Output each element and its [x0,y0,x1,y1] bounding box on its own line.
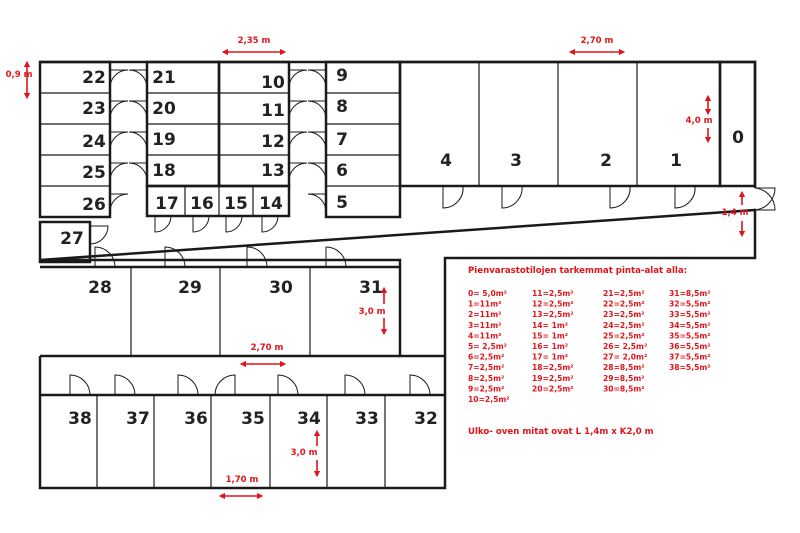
unit-30-label: 30 [269,278,293,298]
area-entry: 11=2,5m² [532,289,574,298]
area-entry: 6=2,5m² [468,352,505,362]
area-entry: 13=2,5m² [532,310,574,320]
unit-31-label: 31 [359,278,383,298]
unit-28-label: 28 [88,278,112,298]
area-entry: 21=2,5m² [603,289,645,298]
unit-2-label: 2 [600,151,612,171]
unit-32-label: 32 [414,409,438,429]
unit-35-label: 35 [241,409,265,429]
unit-1-label: 1 [670,151,682,171]
area-entry: 26= 2,5m² [603,342,648,351]
unit-0-label: 0 [732,128,744,148]
area-entry: 19=2,5m² [532,373,574,383]
unit-8-label: 8 [336,97,348,117]
unit-16-label: 16 [190,194,214,214]
unit-9-label: 9 [336,66,348,86]
dim-unit31-depth: 3,0 m [358,307,386,317]
area-entry: 7=2,5m² [468,363,505,373]
unit-21-label: 21 [152,68,176,88]
unit-27-label: 27 [60,229,84,249]
area-entry: 1=11m² [468,299,502,309]
unit-4-label: 4 [440,151,452,171]
dim-middle-width: 2,70 m [250,343,284,353]
area-entry: 38=5,5m² [669,363,711,373]
unit-12-label: 12 [261,132,285,152]
unit-6-label: 6 [336,161,348,181]
area-entry: 14= 1m² [532,320,569,330]
dim-top-left: 2,35 m [237,36,271,46]
area-entry: 17= 1m² [532,352,569,362]
unit-23-label: 23 [82,99,106,119]
dim-door-width: 1,4 m [721,208,749,218]
area-entry: 22=2,5m² [603,299,645,309]
unit-20-label: 20 [152,99,176,119]
area-info-columns [468,289,711,404]
unit-25-label: 25 [82,163,106,183]
unit-18-label: 18 [152,161,176,181]
area-entry: 34=5,5m² [669,320,711,330]
unit-14-label: 14 [259,194,283,214]
unit-22-label: 22 [82,68,106,88]
unit-11-label: 11 [261,101,285,121]
area-entry: 29=8,5m² [603,373,645,383]
area-entry: 16= 1m² [532,342,569,351]
area-entry: 31=8,5m² [669,289,711,298]
unit-19-label: 19 [152,130,176,150]
area-info-heading: Pienvarastotilojen tarkemmat pinta-alat alla: [468,266,688,276]
area-entry: 0= 5,0m² [468,289,507,298]
area-entry: 32=5,5m² [669,299,711,309]
area-entry: 27= 2,0m² [603,352,648,362]
area-entry: 30=8,5m² [603,384,645,394]
unit-15-label: 15 [224,194,248,214]
area-entry: 3=11m² [468,320,502,330]
area-entry: 8=2,5m² [468,373,505,383]
area-entry: 18=2,5m² [532,363,574,373]
dim-top-right: 2,70 m [580,36,614,46]
unit-3-label: 3 [510,151,522,171]
dim-unit1-depth: 4,0 m [685,116,713,126]
area-entry: 5= 2,5m² [468,342,507,351]
unit-34-label: 34 [297,409,321,429]
unit-10-label: 10 [261,73,285,93]
door-note: Ulko- oven mitat ovat L 1,4m x K2,0 m [468,427,654,437]
unit-13-label: 13 [261,161,285,181]
area-entry: 4=11m² [468,331,502,341]
area-entry: 25=2,5m² [603,331,645,341]
dim-left-height: 0,9 m [5,70,33,80]
unit-37-label: 37 [126,409,150,429]
unit-17-label: 17 [155,194,179,214]
unit-33-label: 33 [355,409,379,429]
area-entry: 23=2,5m² [603,310,645,320]
area-entry: 2=11m² [468,310,502,320]
area-entry: 12=2,5m² [532,299,574,309]
area-entry: 37=5,5m² [669,352,711,362]
area-info [468,266,711,437]
area-entry: 28=8,5m² [603,363,645,373]
dim-bottom-width: 1,70 m [225,475,259,485]
unit-36-label: 36 [184,409,208,429]
area-entry: 9=2,5m² [468,384,505,394]
unit-38-label: 38 [68,409,92,429]
area-entry: 15= 1m² [532,331,569,341]
unit-7-label: 7 [336,130,348,150]
unit-24-label: 24 [82,132,106,152]
area-entry: 33=5,5m² [669,310,711,320]
dim-unit34-depth: 3,0 m [290,448,318,458]
area-entry: 35=5,5m² [669,331,711,341]
unit-26-label: 26 [82,195,106,215]
area-entry: 24=2,5m² [603,320,645,330]
unit-29-label: 29 [178,278,202,298]
area-entry: 20=2,5m² [532,384,574,394]
area-entry: 10=2,5m² [468,395,510,404]
area-entry: 36=5,5m² [669,342,711,351]
unit-5-label: 5 [336,193,348,213]
